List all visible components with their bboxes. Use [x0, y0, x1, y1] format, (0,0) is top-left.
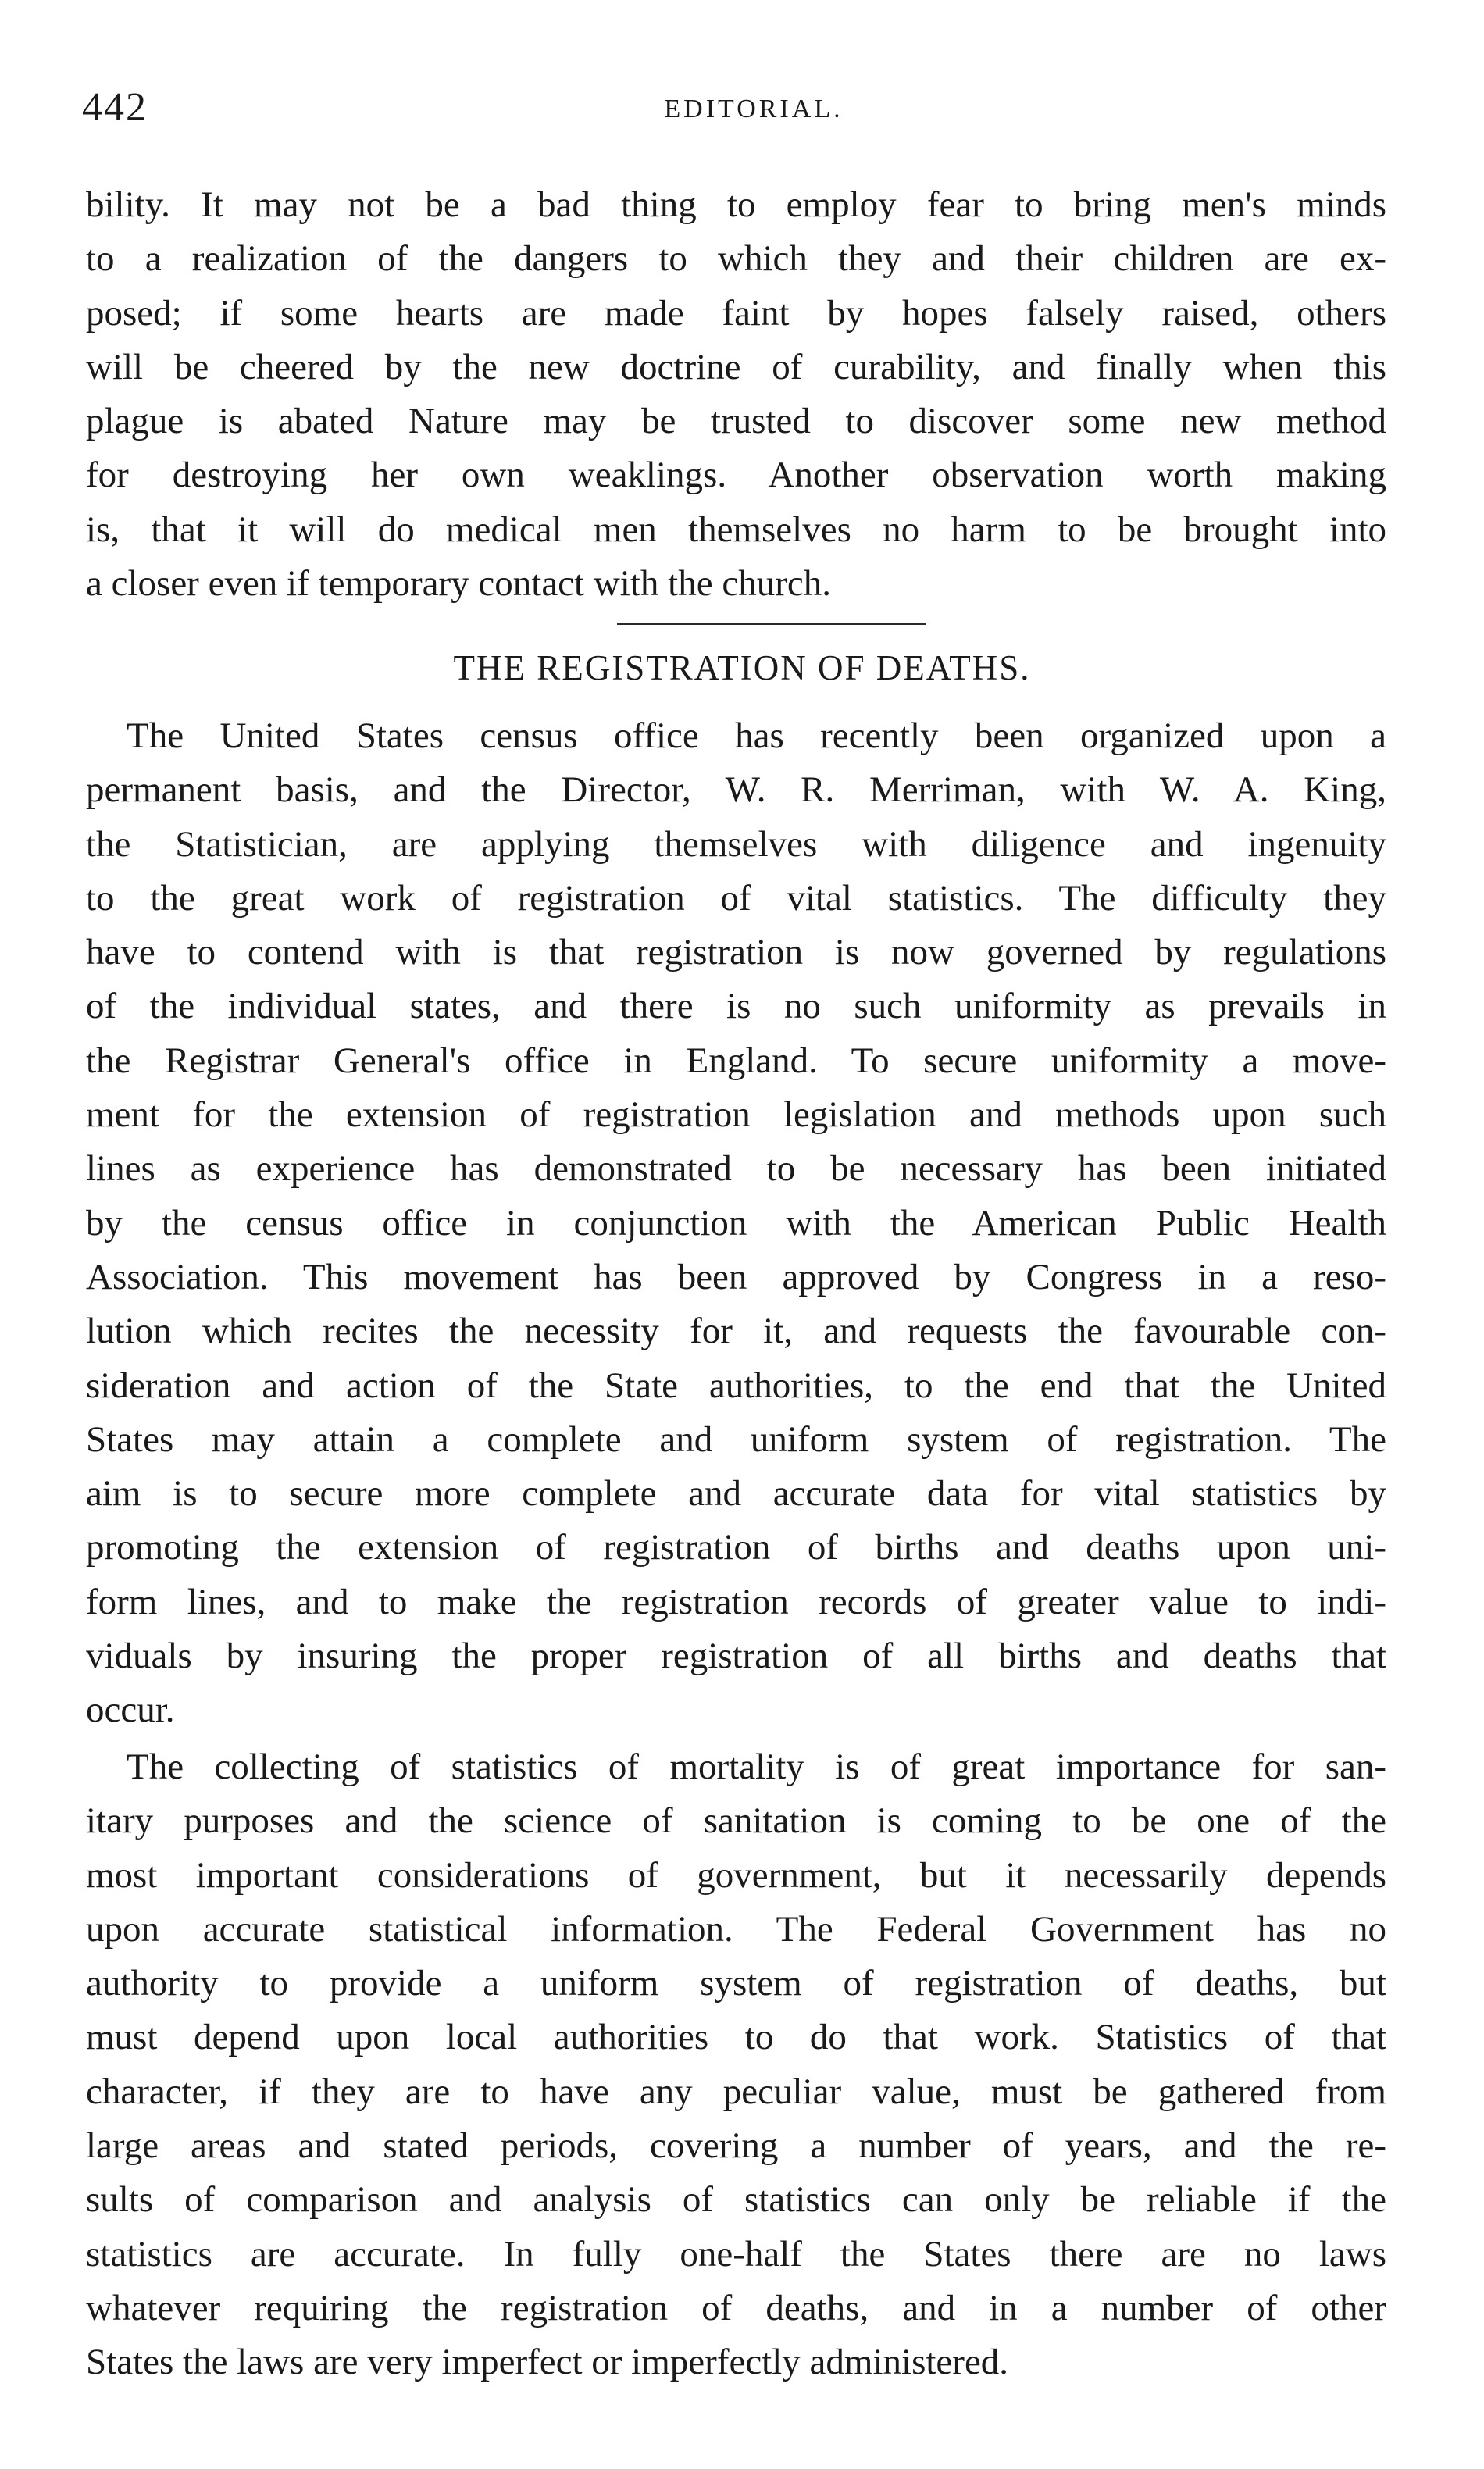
text-line: a closer even if temporary contact with the church.: [86, 563, 831, 605]
text-line: statistics are accurate. In fully one-half the States there are no laws: [86, 2233, 1386, 2275]
text-line: the Registrar General's office in England. To secure uniformity a move-: [86, 1040, 1386, 1081]
text-line: permanent basis, and the Director, W. R. Merriman, with W. A. King,: [86, 769, 1386, 811]
text-line: will be cheered by the new doctrine of curability, and finally when this: [86, 346, 1386, 387]
section-divider-rule: [617, 623, 926, 625]
text-line: The collecting of statistics of mortality is of great importance for san-: [127, 1746, 1386, 1787]
text-line: have to contend with is that registration is now governed by regulations: [86, 932, 1386, 973]
text-line: lution which recites the necessity for it, and requests the favourable con-: [86, 1311, 1386, 1352]
text-line: the Statistician, are applying themselves with diligence and ingenuity: [86, 823, 1386, 865]
text-line: character, if they are to have any peculiar value, must be gathered from: [86, 2071, 1386, 2112]
text-line: promoting the extension of registration of births and deaths upon uni-: [86, 1527, 1386, 1568]
text-line: bility. It may not be a bad thing to employ fear to bring men's minds: [86, 184, 1386, 225]
text-line: to the great work of registration of vital statistics. The difficulty they: [86, 877, 1386, 919]
text-line: viduals by insuring the proper registration of all births and deaths that: [86, 1636, 1386, 1677]
text-line: lines as experience has demonstrated to be necessary has been initiated: [86, 1148, 1386, 1190]
text-line: by the census office in conjunction with the American Public Health: [86, 1202, 1386, 1243]
text-line: occur.: [86, 1689, 175, 1731]
text-line: States the laws are very imperfect or imperfectly administered.: [86, 2342, 1009, 2383]
text-line: itary purposes and the science of sanitation is coming to be one of the: [86, 1800, 1386, 1842]
text-line: upon accurate statistical information. The Federal Government has no: [86, 1908, 1386, 1950]
text-line: posed; if some hearts are made faint by hopes falsely raised, others: [86, 292, 1386, 334]
text-line: sults of comparison and analysis of statistics can only be reliable if the: [86, 2179, 1386, 2221]
running-head: [82, 84, 1394, 131]
text-line: most important considerations of government, but it necessarily depends: [86, 1854, 1386, 1896]
page-number: 442: [82, 85, 148, 130]
text-line: sideration and action of the State authorities, to the end that the United: [86, 1365, 1386, 1406]
text-line: must depend upon local authorities to do that work. Statistics of that: [86, 2017, 1386, 2058]
text-line: Association. This movement has been approved by Congress in a reso-: [86, 1256, 1386, 1297]
text-line: authority to provide a uniform system of registration of deaths, but: [86, 1963, 1386, 2004]
text-line: plague is abated Nature may be trusted to discover some new method: [86, 401, 1386, 442]
paragraph-registration-1: [86, 709, 1386, 1738]
text-line: ment for the extension of registration legislation and methods upon such: [86, 1094, 1386, 1136]
intro-paragraph: [86, 178, 1386, 611]
text-line: to a realization of the dangers to which they and their children are ex-: [86, 238, 1386, 280]
text-line: aim is to secure more complete and accurate data for vital statistics by: [86, 1473, 1386, 1515]
text-line: for destroying her own weaklings. Another observation worth making: [86, 455, 1386, 496]
text-line: of the individual states, and there is no such uniformity as prevails in: [86, 986, 1386, 1027]
paragraph-registration-2: [86, 1740, 1386, 2390]
text-line: whatever requiring the registration of deaths, and in a number of other: [86, 2287, 1386, 2328]
running-title: EDITORIAL.: [664, 95, 844, 123]
text-line: form lines, and to make the registration records of greater value to indi-: [86, 1581, 1386, 1622]
text-line: large areas and stated periods, covering a number of years, and the re-: [86, 2125, 1386, 2167]
text-line: is, that it will do medical men themselves no harm to be brought into: [86, 508, 1386, 550]
text-line: States may attain a complete and uniform system of registration. The: [86, 1418, 1386, 1460]
text-line: The United States census office has recently been organized upon a: [127, 715, 1386, 756]
section-title: THE REGISTRATION OF DEATHS.: [453, 648, 1031, 687]
